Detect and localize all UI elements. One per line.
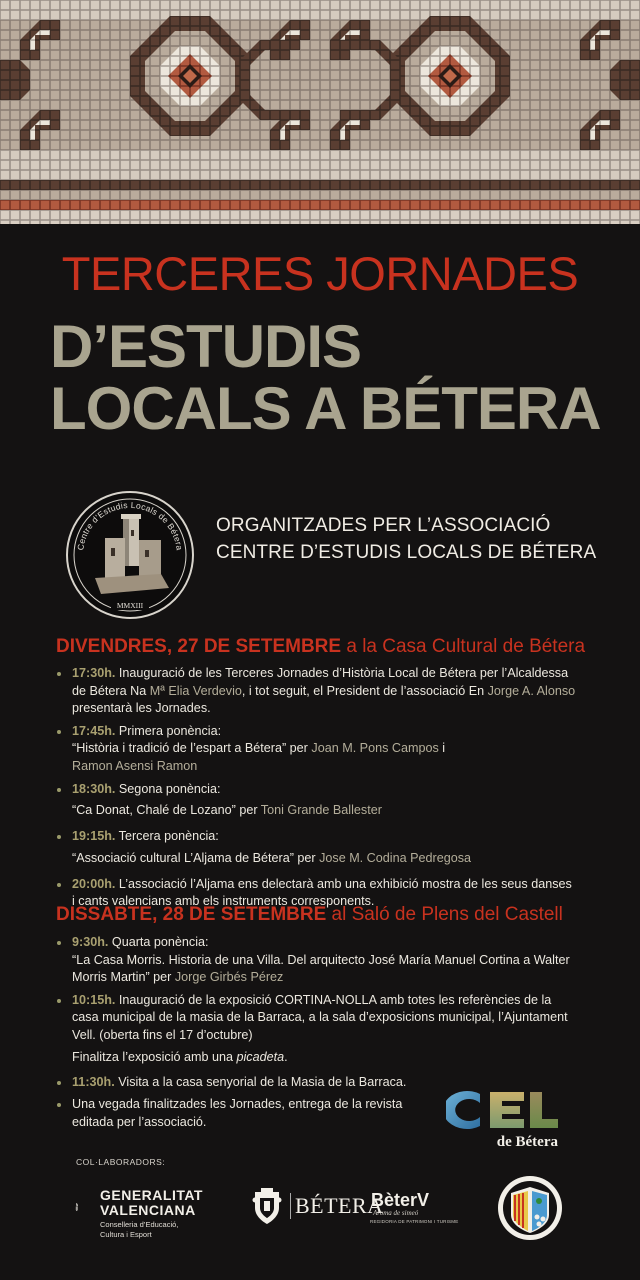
- cel-sub-text: de Bétera: [496, 1134, 558, 1150]
- day1-date: DIVENDRES, 27 DE SETEMBRE: [56, 636, 342, 657]
- speaker-name: Jorge Girbés Pérez: [174, 970, 284, 985]
- gv-line-2: VALENCIANA: [100, 1202, 196, 1218]
- item-time: 17:30h.: [72, 666, 116, 680]
- item-emphasis: picadeta: [236, 1049, 285, 1064]
- generalitat-emblem-icon: [75, 1178, 97, 1236]
- mosaic-header-image: [0, 0, 640, 224]
- betera-wordmark: BÉTERA: [290, 1193, 384, 1219]
- title-line-2: D’ESTUDIS: [50, 313, 362, 380]
- day1-program-list: [56, 665, 576, 911]
- speaker-name: Ramon Asensi Ramon: [72, 758, 198, 773]
- gv-line-1: GENERALITAT: [100, 1187, 203, 1203]
- day2-program-list: [56, 934, 576, 1091]
- beterv-tagline: Aroma de simeó: [373, 1209, 419, 1217]
- item-text: Quarta ponència:: [108, 935, 209, 949]
- beterv-logo-text: BèterV: [371, 1190, 430, 1210]
- item-text: Inauguració de les Terceres Jornades d’Història Local de Bétera per l’Alcaldessa de Bétera Na: [72, 666, 569, 698]
- speaker-name: Toni Grande Ballester: [260, 803, 382, 818]
- item-time: 20:00h.: [72, 876, 116, 891]
- list-item: [56, 723, 576, 776]
- generalitat-name: [100, 1188, 203, 1218]
- item-text: i: [438, 741, 446, 756]
- item-text: Segona ponència:: [115, 781, 221, 796]
- item-text: Tercera ponència:: [115, 829, 219, 844]
- item-time: 9:30h.: [72, 935, 109, 949]
- item-text: Primera ponència:: [115, 723, 222, 738]
- seal-year-text: MMXIII: [116, 601, 144, 610]
- item-text: Inauguració de la exposició CORTINA-NOLLA amb totes les referències de la casa municipal de la masia de la Barraca, a la sala d’exposicions municipal, l’Ajuntament Vell. (oberta fins el 17 d’octubre): [72, 992, 568, 1042]
- item-text: L’associació l’Aljama ens delectarà amb una exhibició mostra de les seus danses i cants valencians amb els instruments corresponents.: [72, 876, 572, 909]
- item-text: presentarà les Jornades.: [72, 701, 211, 716]
- list-item: [56, 665, 576, 718]
- list-item: [56, 828, 576, 871]
- item-time: 17:45h.: [72, 723, 116, 738]
- item-text: “Associació cultural L’Aljama de Bétera” per: [72, 850, 320, 865]
- day1-heading: [56, 636, 585, 658]
- item-text: Visita a la casa senyorial de la Masia de la Barraca.: [114, 1074, 407, 1089]
- day2-heading: [56, 904, 563, 926]
- speaker-name: Jorge A. Alonso: [487, 683, 576, 698]
- list-item: [56, 992, 576, 1069]
- main-title: [50, 313, 610, 442]
- item-text: , i tot seguit, el President de l’associació En: [241, 683, 488, 698]
- municipal-round-seal-icon: [497, 1175, 563, 1241]
- list-item: [56, 781, 576, 824]
- generalitat-department: [100, 1220, 178, 1240]
- day2-place: al Saló de Plens del Castell: [326, 904, 563, 925]
- item-text: “La Casa Morris. Historia de una Villa. Del arquitecto José María Manuel Cortina a Walter Morris Martin” per: [72, 952, 570, 985]
- cel-logo: [446, 1086, 561, 1150]
- item-time: 10:15h.: [72, 992, 116, 1007]
- association-seal-logo: [65, 490, 195, 620]
- speaker-name: Mª Elia Verdevio: [149, 683, 242, 698]
- closing-list: [56, 1096, 436, 1131]
- title-line-1: TERCERES JORNADES: [61, 247, 579, 300]
- organizer-line-2: CENTRE D’ESTUDIS LOCALS DE BÉTERA: [216, 542, 597, 563]
- speaker-name: Joan M. Pons Campos: [311, 741, 439, 756]
- title-line-3: LOCALS A BÉTERA: [50, 375, 601, 442]
- gv-sub-2: Cultura i Esport: [100, 1230, 152, 1239]
- item-time: 18:30h.: [72, 781, 116, 796]
- organizer-line-1: ORGANITZADES PER L’ASSOCIACIÓ: [216, 515, 551, 536]
- seal-arc-text: Centre d’Estudis Locals de Bétera: [75, 499, 185, 551]
- day1-place: a la Casa Cultural de Bétera: [341, 636, 586, 657]
- item-text: .: [284, 1049, 288, 1064]
- collaborators-label: COL·LABORADORS:: [76, 1157, 166, 1167]
- day2-date: DISSABTE, 28 DE SETEMBRE: [56, 904, 327, 925]
- organizer-text: [216, 512, 626, 566]
- list-item: [56, 934, 576, 987]
- item-text: Finalitza l’exposició amb una: [72, 1049, 237, 1064]
- item-time: 11:30h.: [72, 1074, 115, 1089]
- item-text: “Ca Donat, Chalé de Lozano” per: [72, 803, 261, 818]
- speaker-name: Jose M. Codina Pedregosa: [319, 850, 472, 865]
- betera-shield-icon: [251, 1186, 283, 1226]
- beterv-department: REGIDORIA DE PATRIMONI I TURISME: [370, 1219, 459, 1224]
- closing-note: Una vegada finalitzades les Jornades, entrega de la revista editada per l’associació.: [56, 1096, 436, 1131]
- item-time: 19:15h.: [72, 829, 116, 844]
- gv-sub-1: Conselleria d’Educació,: [100, 1220, 179, 1229]
- item-text: “Història i tradició de l’espart a Bétera” per: [72, 741, 312, 756]
